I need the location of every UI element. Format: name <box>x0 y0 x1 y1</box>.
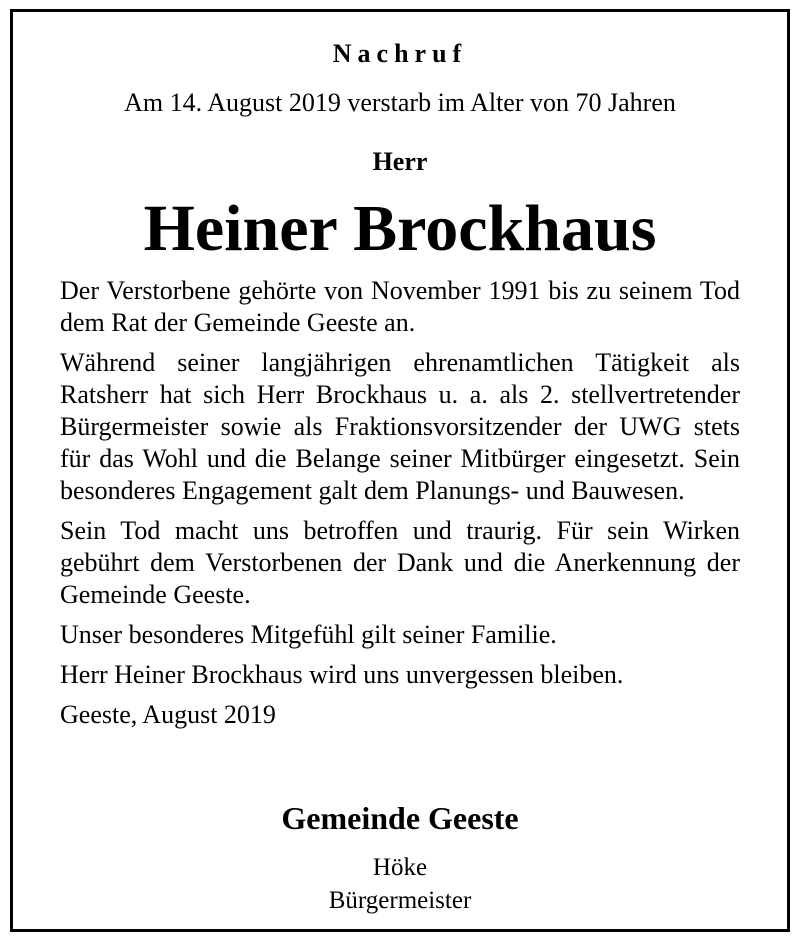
paragraph-council-membership: Der Verstorbene gehörte von November 1991 bis zu seinem Tod dem Rat der Gemeinde Geeste an. <box>60 276 740 337</box>
place-date: Geeste, August 2019 <box>60 700 276 729</box>
notice-heading: Nachruf <box>332 39 468 68</box>
deceased-honorific: Herr <box>372 147 428 176</box>
obituary-notice <box>10 9 790 932</box>
notice-body <box>60 275 740 739</box>
signer-role: Bürgermeister <box>328 887 472 914</box>
notice-intro: Am 14. August 2019 verstarb im Alter von 70 Jahren <box>124 88 676 117</box>
signer-name: Höke <box>372 854 428 881</box>
paragraph-service: Während seiner langjährigen ehrenamtlichen Tätigkeit als Ratsherr hat sich Herr Brockhaus u. a. als 2. stellvertretender Bürgermeister sowie als Fraktionsvorsitzender der UWG stets für das Wohl und die Belange seiner Mitbürger eingesetzt. Sein besonderes Engagement galt dem Planungs- und Bauwesen. <box>60 348 740 505</box>
paragraph-gratitude: Sein Tod macht uns betroffen und traurig. Für sein Wirken gebührt dem Verstorbenen der Dank und die Anerkennung der Gemeinde Geeste. <box>60 516 740 609</box>
paragraph-condolence: Unser besonderes Mitgefühl gilt seiner Familie. <box>60 620 557 649</box>
paragraph-remembrance: Herr Heiner Brockhaus wird uns unvergessen bleiben. <box>60 660 624 689</box>
organization-name: Gemeinde Geeste <box>281 800 519 836</box>
deceased-name: Heiner Brockhaus <box>143 192 657 265</box>
